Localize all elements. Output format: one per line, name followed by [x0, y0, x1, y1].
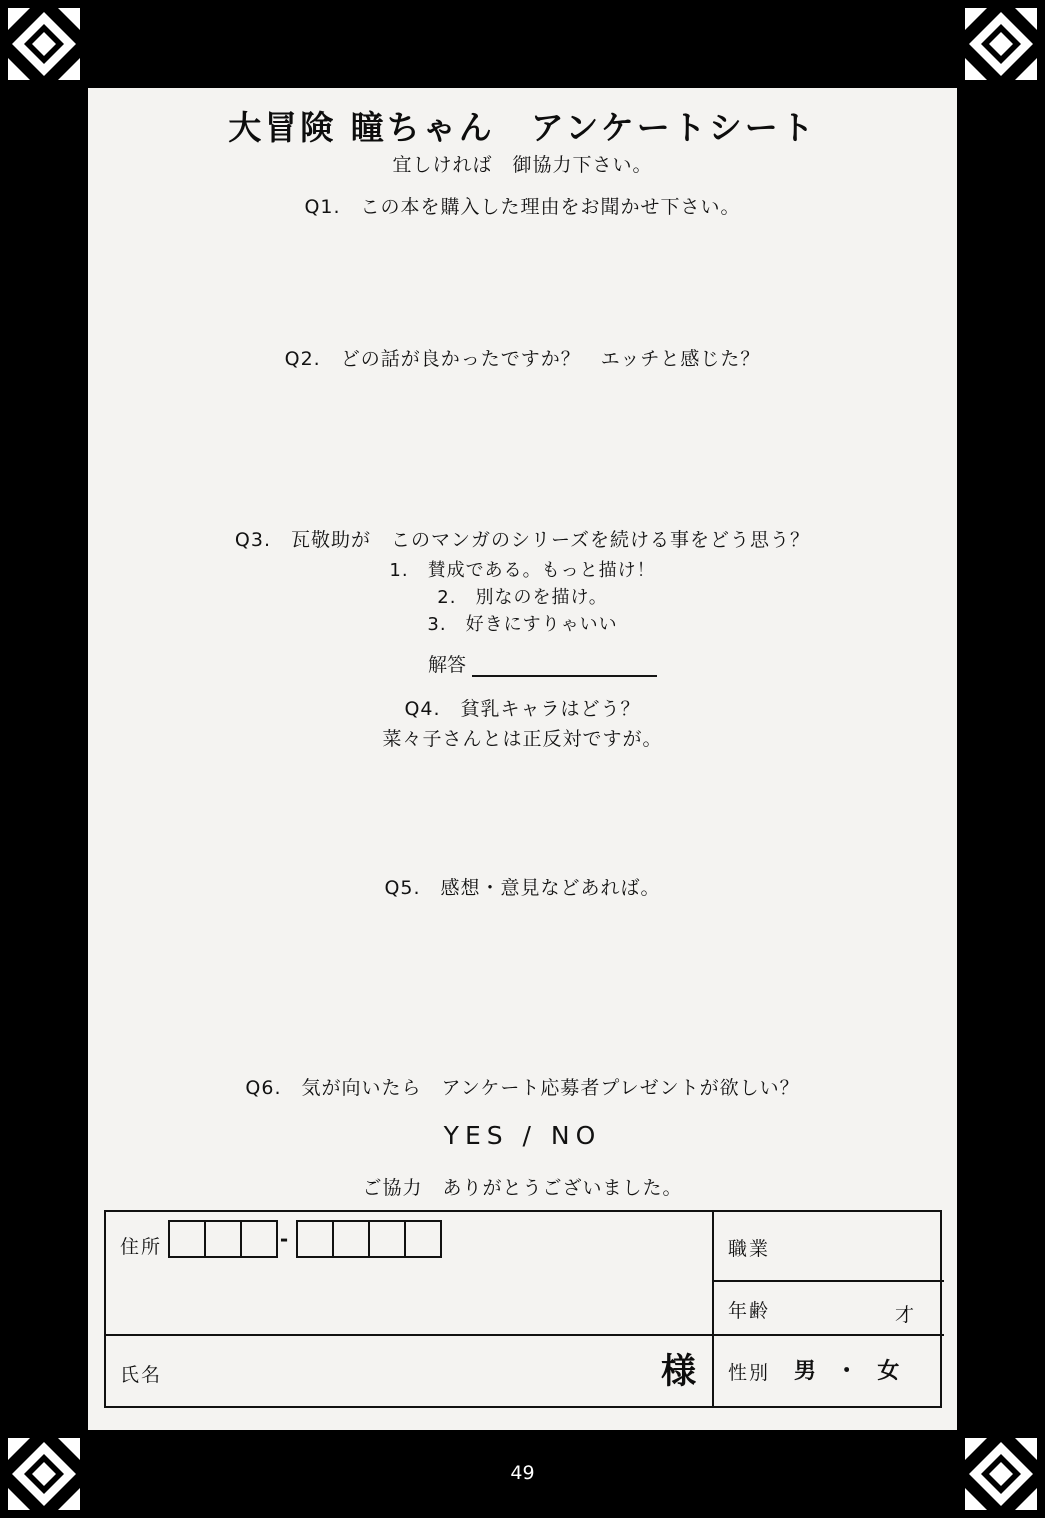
- question-5: Q5. 感想・意見などあれば。: [384, 877, 661, 899]
- question-2: Q2. どの話が良かったですか？ エッチと感じた？: [284, 348, 761, 370]
- question-4-line-2: 菜々子さんとは正反対ですが。: [382, 728, 663, 750]
- postal-code-box[interactable]: [296, 1220, 334, 1258]
- address-cell: [106, 1212, 712, 1336]
- answer-input[interactable]: [472, 653, 657, 677]
- answer-label: 解答: [428, 654, 467, 676]
- postal-code-box[interactable]: [404, 1220, 442, 1258]
- name-label: 氏名: [120, 1364, 163, 1386]
- sheet-subtitle: 宜しければ 御協力下さい。: [392, 154, 653, 176]
- page-number: 49: [510, 1462, 535, 1484]
- postal-code-separator: -: [279, 1227, 289, 1251]
- question-6-yes-no[interactable]: YES / NO: [443, 1121, 602, 1150]
- question-3-option-3[interactable]: 3. 好きにすりゃいい: [427, 614, 618, 635]
- questionnaire-sheet: [88, 88, 957, 1430]
- question-1: Q1. この本を購入した理由をお聞かせ下さい。: [304, 196, 741, 218]
- question-6: Q6. 気が向いたら アンケート応募者プレゼントが欲しい？: [245, 1077, 800, 1099]
- page-frame-left: [0, 0, 88, 1518]
- occupation-label: 職業: [728, 1238, 771, 1260]
- corner-ornament-top-right: [965, 8, 1037, 80]
- page-frame-top: [0, 0, 1045, 88]
- postal-code-box[interactable]: [368, 1220, 406, 1258]
- postal-code-box[interactable]: [332, 1220, 370, 1258]
- question-3-option-2[interactable]: 2. 別なのを描け。: [437, 587, 608, 608]
- occupation-cell[interactable]: [714, 1212, 944, 1282]
- postal-code-boxes[interactable]: [168, 1220, 440, 1258]
- gender-options[interactable]: 男 ・ 女: [794, 1359, 906, 1384]
- table-left-column: [106, 1212, 714, 1406]
- table-right-column: [714, 1212, 944, 1406]
- postal-code-box[interactable]: [168, 1220, 206, 1258]
- page-frame-right: [957, 0, 1045, 1518]
- thanks-message: ご協力 ありがとうございました。: [362, 1177, 683, 1199]
- question-4-line-1: Q4. 貧乳キャラはどう？: [404, 698, 641, 720]
- postal-code-box[interactable]: [204, 1220, 242, 1258]
- sheet-title: 大冒険 瞳ちゃん アンケートシート: [228, 108, 817, 147]
- name-cell: [106, 1336, 712, 1406]
- age-label: 年齢: [728, 1300, 771, 1322]
- corner-ornament-top-left: [8, 8, 80, 80]
- gender-cell[interactable]: [714, 1336, 944, 1406]
- gender-label: 性別: [728, 1362, 771, 1384]
- question-3: Q3. 瓦敬助が このマンガのシリーズを続ける事をどう思う？: [234, 529, 811, 551]
- respondent-info-table: [104, 1210, 942, 1408]
- age-cell[interactable]: [714, 1282, 944, 1336]
- age-unit: 才: [894, 1304, 914, 1326]
- question-3-option-1[interactable]: 1. 賛成である。もっと描け！: [389, 560, 656, 581]
- name-honorific: 様: [660, 1352, 696, 1392]
- address-label: 住所: [120, 1236, 163, 1258]
- answer-field-row: [428, 650, 657, 677]
- postal-code-box[interactable]: [240, 1220, 278, 1258]
